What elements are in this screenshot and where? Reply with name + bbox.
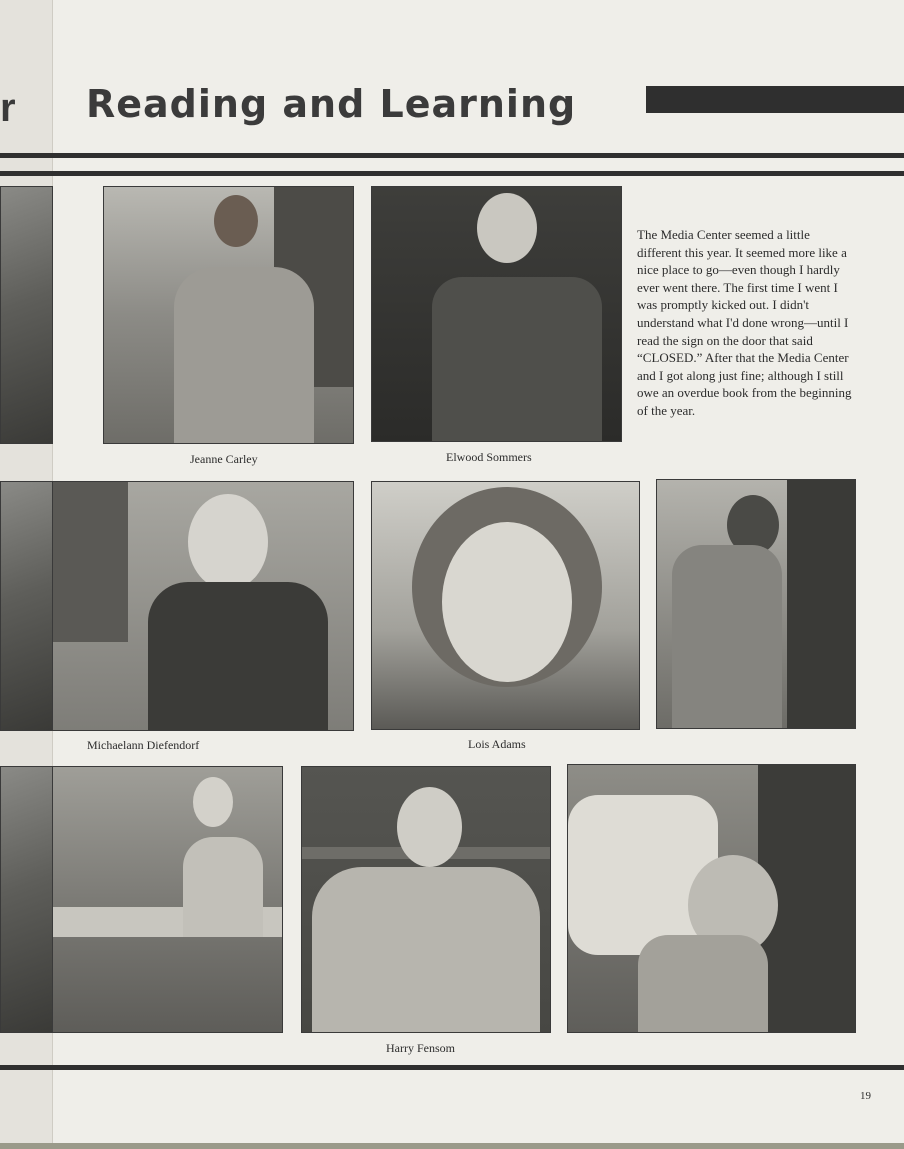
photo-student-reading-at-shelves	[656, 479, 856, 729]
caption-lois-adams: Lois Adams	[468, 737, 526, 751]
photo-michaelann-diefendorf	[52, 481, 354, 731]
page-title: Reading and Learning	[86, 82, 577, 126]
media-center-paragraph: The Media Center seemed a little different this year. It seemed more like a nice place to go—even though I hardly ever went there. The first time I went I was promptly kicked out. I didn't understand what I'd done wrong—until I read the sign on the door that said “CLOSED.” After that the Media Center and I got along just fine; although I still owe an overdue book from the beginning of the year.	[637, 227, 852, 418]
top-rule-2	[0, 171, 904, 176]
caption-jeanne-carley: Jeanne Carley	[190, 452, 258, 466]
bottom-rule	[0, 1065, 904, 1070]
caption-elwood-sommers: Elwood Sommers	[446, 450, 532, 464]
photo-students-in-stacks	[567, 764, 856, 1033]
photo-previous-page-library	[0, 481, 53, 731]
title-bar-decoration	[646, 86, 904, 113]
previous-page-title-fragment: r	[0, 86, 16, 130]
top-rule-1	[0, 153, 904, 158]
photo-students-at-tables	[52, 766, 283, 1033]
page-bottom-edge	[0, 1143, 904, 1149]
photo-lois-adams	[371, 481, 640, 730]
caption-harry-fensom: Harry Fensom	[386, 1041, 455, 1055]
page-number: 19	[860, 1090, 871, 1102]
photo-previous-page-tables	[0, 766, 53, 1033]
photo-elwood-sommers	[371, 186, 622, 442]
photo-harry-fensom	[301, 766, 551, 1033]
photo-jeanne-carley	[103, 186, 354, 444]
caption-michaelann-diefendorf: Michaelann Diefendorf	[87, 738, 200, 752]
photo-previous-page-student	[0, 186, 53, 444]
